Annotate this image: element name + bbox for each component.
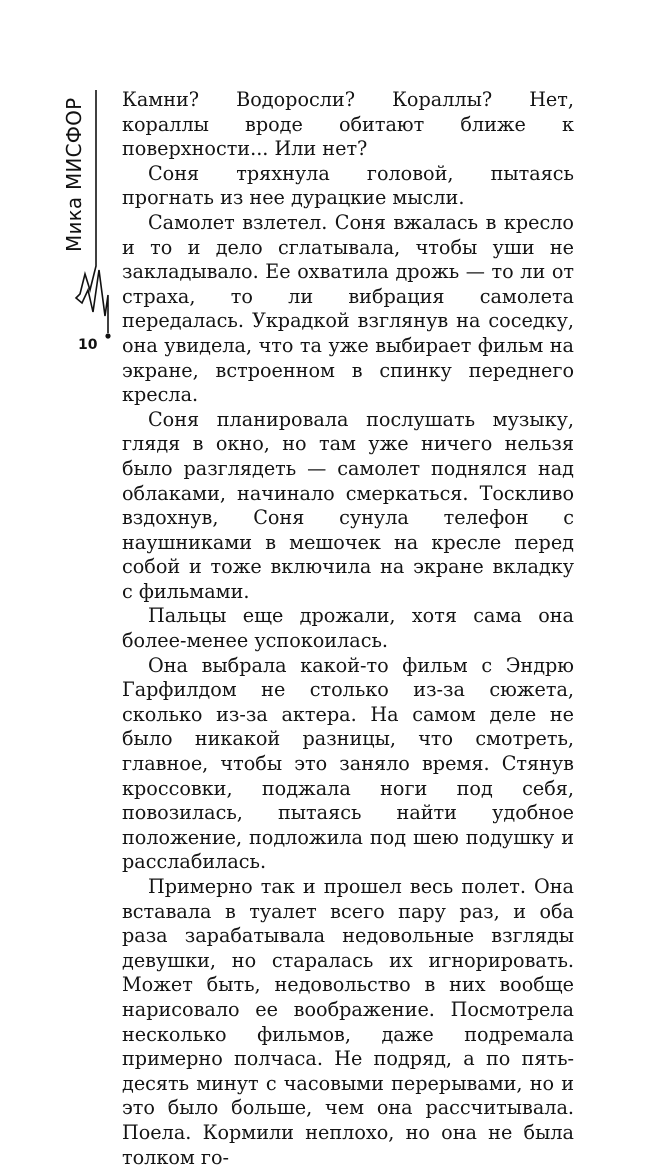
paragraph: Соня планировала послушать музыку, глядя в окно, но там уже ничего нельзя было разглядеть — самолет поднялся над облаками, начинало смеркаться. Тоскливо вздохнув, Соня сунула телефон с наушниками в мешочек на кресле перед собой и тоже включила на экране вкладку с фильмами. bbox=[122, 407, 574, 603]
author-name: Мика МИСФОР bbox=[62, 97, 86, 252]
paragraph: Она выбрала какой-то фильм с Эндрю Гарфилдом не столько из-за сюжета, сколько из-за актера. На самом деле не было никакой разницы, что смотреть, главное, чтобы это заняло время. Стянув кроссовки, поджала ноги под себя, повозилась, пытаясь найти удобное положение, подложила под шею подушку и расслабилась. bbox=[122, 653, 574, 874]
pulse-line-ornament bbox=[72, 90, 112, 350]
paragraph: Пальцы еще дрожали, хотя сама она более-менее успокоилась. bbox=[122, 604, 574, 653]
paragraph: Соня тряхнула головой, пытаясь прогнать из нее дурацкие мысли. bbox=[122, 161, 574, 210]
paragraph: Камни? Водоросли? Кораллы? Нет, кораллы вроде обитают ближе к поверхности... Или нет? bbox=[122, 88, 574, 161]
body-text bbox=[122, 88, 574, 1170]
page-number: 10 bbox=[78, 337, 98, 353]
paragraph: Самолет взлетел. Соня вжалась в кресло и то и дело сглатывала, чтобы уши не закладывало. Ее охватила дрожь — то ли от страха, то ли вибрация самолета передалась. Украдкой взглянув на соседку, она увидела, что та уже выбирает фильм на экране, встроенном в спинку переднего кресла. bbox=[122, 210, 574, 407]
paragraph: Примерно так и прошел весь полет. Она вставала в туалет всего пару раз, и оба раза зарабатывала недовольные взгляды девушки, но старалась их игнорировать. Может быть, недовольство в них вообще нарисовало ее воображение. Посмотрела несколько фильмов, даже подремала примерно полчаса. Не подряд, а по пять-десять минут с часовыми перерывами, но и это было больше, чем она рассчитывала. Поела. Кормили неплохо, но она не была толком го- bbox=[122, 875, 574, 1169]
